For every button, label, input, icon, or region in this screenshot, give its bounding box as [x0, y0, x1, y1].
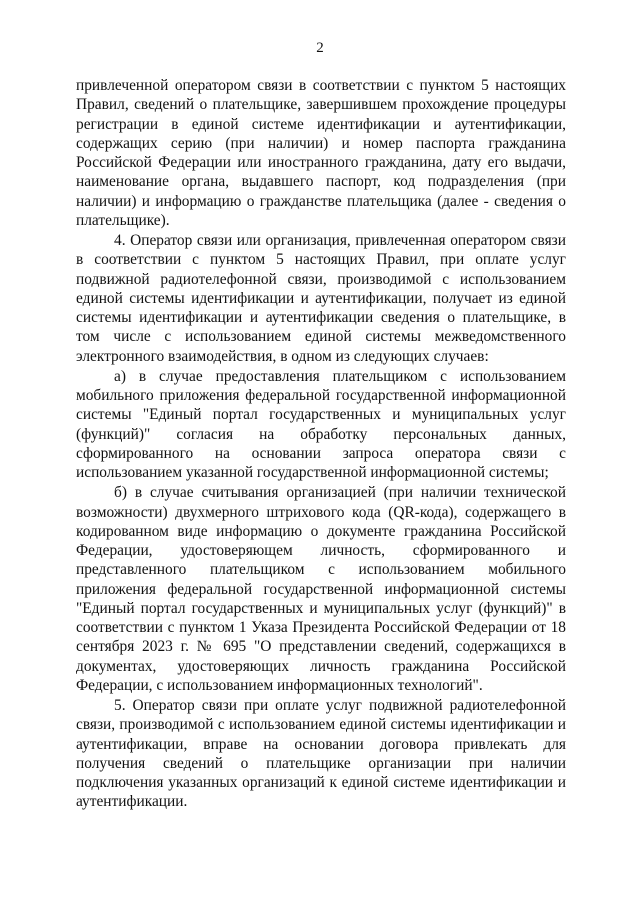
paragraph-item-4: 4. Оператор связи или организация, привлеченная оператором связи в соответствии с пунктом 5 настоящих Правил, при оплате услуг подвижной радиотелефонной связи, производимой с использованием единой системы идентификации и аутентификации, получает из единой системы идентификации и аутентификации сведения о плательщике, в том числе с использованием единой системы межведомственного электронного взаимодействия, в одном из следующих случаев: [76, 232, 566, 365]
paragraph-item-5: 5. Оператор связи при оплате услуг подвижной радиотелефонной связи, производимой с использованием единой системы идентификации и аутентификации, вправе на основании договора привлекать для получения сведений о плательщике организации при наличии подключения указанных организаций к единой системе идентификации и аутентификации. [76, 697, 566, 811]
page-number: 2 [316, 40, 324, 56]
paragraph-subitem-a: а) в случае предоставления плательщиком с использованием мобильного приложения федеральной государственной информационной системы "Единый портал государственных и муниципальных услуг (функций)" согласия на обработку персональных данных, сформированного на основании запроса оператора связи с использованием указанной государственной информационной системы; [76, 367, 566, 481]
paragraph-continuation: привлеченной оператором связи в соответствии с пунктом 5 настоящих Правил, сведений о плательщике, завершившем прохождение процедуры регистрации в единой системе идентификации и аутентификации, содержащих серию (при наличии) и номер паспорта гражданина Российской Федерации или иностранного гражданина, дату его выдачи, наименование органа, выдавшего паспорт, код подразделения (при наличии) и информацию о гражданстве плательщика (далее - сведения о плательщике). [76, 77, 566, 229]
paragraph-subitem-b: б) в случае считывания организацией (при наличии технической возможности) двухмерного штрихового кода (QR-кода), содержащего в кодированном виде информацию о документе гражданина Российской Федерации, удостоверяющем личность, сформированного и представленного плательщиком с использованием мобильного приложения федеральной государственной информационной системы "Единый портал государственных и муниципальных услуг (функций)" в соответствии с пунктом 1 Указа Президента Российской Федерации от 18 сентября 2023 г. № 695 "О представлении сведений, содержащихся в документах, удостоверяющих личность гражданина Российской Федерации, с использованием информационных технологий". [76, 484, 566, 694]
document-body [76, 76, 566, 812]
